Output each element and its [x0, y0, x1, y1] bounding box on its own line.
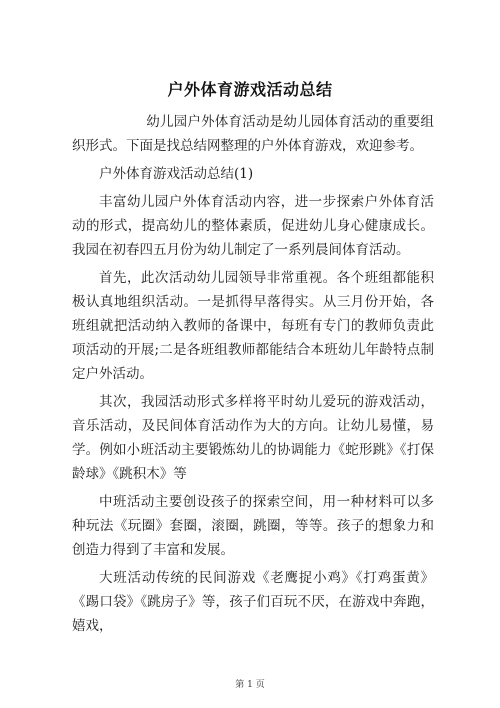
- document-title: 户外体育游戏活动总结: [167, 80, 333, 99]
- page-number: 第 1 页: [235, 680, 265, 690]
- section-heading: 户外体育游戏活动总结(1): [99, 166, 254, 182]
- body-paragraph: 中班活动主要创设孩子的探索空间，用一种材料可以多种玩法《玩圈》套圈，滚圈，跳圈，等等。孩子的想象力和创造力得到了丰富和发展。: [72, 494, 434, 558]
- body-paragraph: 首先，此次活动幼儿园领导非常重视。各个班组都能积极认真地组织活动。一是抓得早落得实。从三月份开始，各班组就把活动纳入教师的备课中，每班有专门的教师负责此项活动的开展;二是各班组教师都能结合本班幼儿年龄特点制定户外活动。: [72, 270, 434, 382]
- document-body: [72, 110, 434, 642]
- intro-paragraph: 幼儿园户外体育活动是幼儿园体育活动的重要组织形式。下面是找总结网整理的户外体育游戏，欢迎参考。: [72, 114, 434, 154]
- body-paragraph: 大班活动传统的民间游戏《老鹰捉小鸡》《打鸡蛋黄》《踢口袋》《跳房子》等，孩子们百玩不厌，在游戏中奔跑，嬉戏，: [72, 570, 434, 634]
- body-paragraph: 丰富幼儿园户外体育活动内容，进一步探索户外体育活动的形式，提高幼儿的整体素质，促进幼儿身心健康成长。我园在初春四五月份为幼儿制定了一系列晨间体育活动。: [72, 194, 434, 258]
- body-paragraph: 其次，我园活动形式多样将平时幼儿爱玩的游戏活动，音乐活动，及民间体育活动作为大的方向。让幼儿易懂，易学。例如小班活动主要锻炼幼儿的协调能力《蛇形跳》《打保龄球》《跳积木》等: [72, 394, 434, 482]
